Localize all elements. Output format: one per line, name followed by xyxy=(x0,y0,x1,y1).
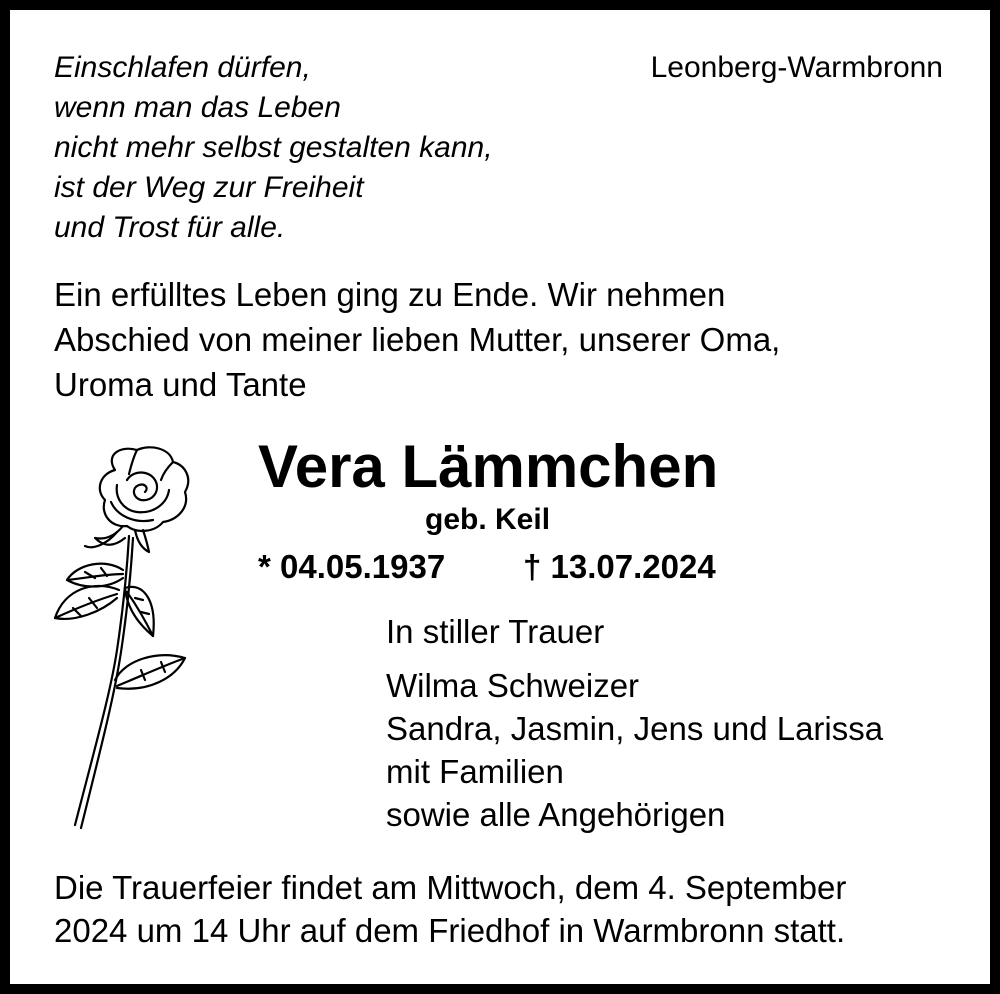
poem-line: ist der Weg zur Freiheit xyxy=(54,171,364,204)
birth-date: * 04.05.1937 xyxy=(258,548,446,585)
death-date: † 13.07.2024 xyxy=(523,548,716,585)
mourners-block xyxy=(386,610,883,836)
service-line: 2024 um 14 Uhr auf dem Friedhof in Warmbronn statt. xyxy=(54,912,846,949)
intro-line: Uroma und Tante xyxy=(54,366,307,403)
service-line: Die Trauerfeier findet am Mittwoch, dem 4. September xyxy=(54,869,847,906)
poem-line: Einschlafen dürfen, xyxy=(54,51,311,84)
funeral-service-info xyxy=(54,866,846,952)
mourner-line: Sandra, Jasmin, Jens und Larissa xyxy=(386,710,884,747)
poem-line: und Trost für alle. xyxy=(54,211,286,244)
mourner-line: sowie alle Angehörigen xyxy=(386,796,726,833)
intro-text xyxy=(54,272,780,407)
rose-icon xyxy=(45,440,200,840)
intro-line: Abschied von meiner lieben Mutter, unserer Oma, xyxy=(54,321,781,358)
maiden-name: geb. Keil xyxy=(425,503,551,536)
mourners-heading: In stiller Trauer xyxy=(386,613,605,650)
mourner-line: Wilma Schweizer xyxy=(386,667,640,704)
life-dates xyxy=(258,545,716,589)
memorial-poem xyxy=(54,48,493,248)
poem-line: wenn man das Leben xyxy=(54,91,341,124)
deceased-name: Vera Lämmchen xyxy=(258,433,719,500)
poem-line: nicht mehr selbst gestalten kann, xyxy=(54,131,493,164)
intro-line: Ein erfülltes Leben ging zu Ende. Wir nehmen xyxy=(54,276,726,313)
place-name: Leonberg-Warmbronn xyxy=(650,51,943,84)
mourner-line: mit Familien xyxy=(386,753,564,790)
